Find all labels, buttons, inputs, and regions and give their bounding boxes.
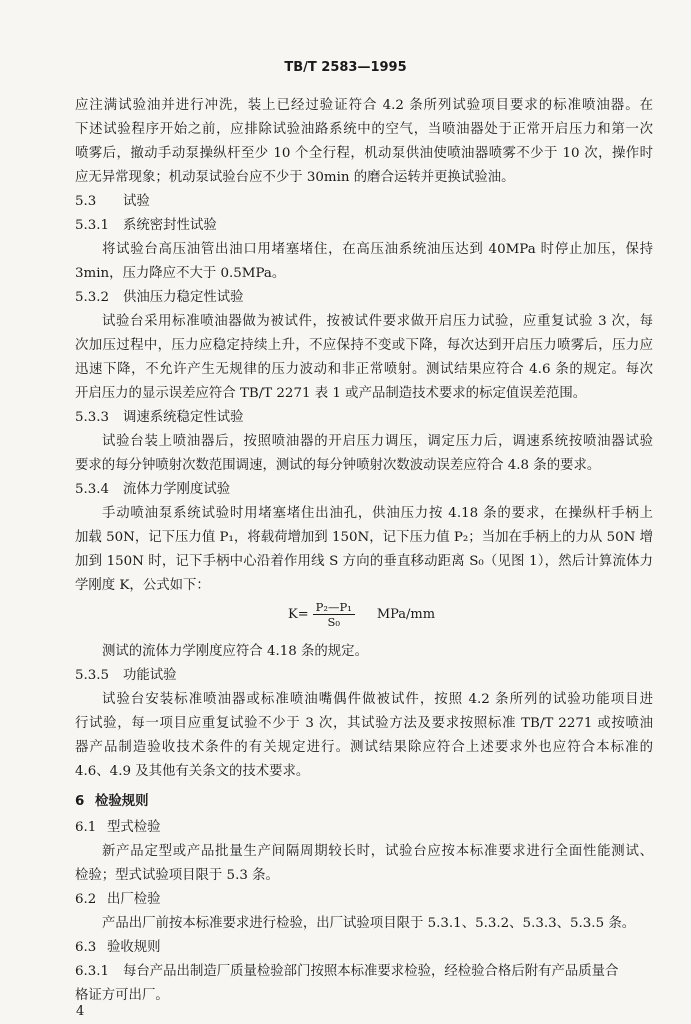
section-5-3-3-heading [75, 406, 244, 430]
section-6-3-1-heading [75, 960, 653, 984]
section-title: 供油压力稳定性试验 [123, 290, 244, 305]
paragraph-line: 迅速下降，不允许产生无规律的压力波动和非正常喷射。测试结果应符合 4.6 条的规定。每次 [75, 362, 653, 377]
section-title: 型式检验 [107, 820, 161, 835]
paragraph-line: 行试验，每一项目应重复试验不少于 3 次，其试验方法及要求按照标准 TB/T 2271 或按喷油 [75, 716, 653, 731]
section-title: 试验 [123, 194, 150, 209]
section-number: 6.1 [75, 820, 97, 835]
paragraph-line: 加载 50N，记下压力值 P₁，将载荷增加到 150N，记下压力值 P₂；当加在手柄上的力从 50N 增 [75, 530, 653, 545]
section-title: 功能试验 [123, 668, 177, 683]
formula-lhs: K= [288, 606, 309, 622]
section-6-2-heading [75, 888, 161, 912]
section-title: 系统密封性试验 [123, 218, 217, 233]
section-number: 5.3.3 [75, 410, 110, 425]
intro-line-2: 下述试验程序开始之前，应排除试验油路系统中的空气，当喷油器处于正常开启压力和第一次 [75, 122, 653, 137]
section-number: 6.2 [75, 892, 97, 907]
section-title: 流体力学刚度试验 [123, 482, 231, 497]
paragraph-line: 开启压力的显示误差应符合 TB/T 2271 表 1 或产品制造技术要求的标定值误差范围。 [75, 386, 587, 401]
formula-numerator: P₂—P₁ [313, 600, 355, 615]
formula-denominator: S₀ [327, 614, 340, 629]
section-title: 每台产品出制造厂质量检验部门按照本标准要求检验，经检验合格后附有产品质量合 [123, 964, 619, 979]
paragraph-line: 学刚度 K，公式如下： [75, 578, 210, 593]
page-number: 4 [76, 1004, 85, 1019]
intro-line-1: 应注满试验油并进行冲洗，装上已经过验证符合 4.2 条所列试验项目要求的标准喷油器。在 [75, 98, 653, 113]
section-6-1-heading [75, 816, 161, 840]
section-number: 5.3.1 [75, 218, 110, 233]
section-title: 验收规则 [107, 940, 161, 955]
paragraph-line: 4.6、4.9 及其他有关条文的技术要求。 [75, 764, 310, 779]
paragraph-line: 加到 150N 时，记下手柄中心沿着作用线 S 方向的垂直移动距离 S₀（见图 1），然后计算流体力 [75, 554, 653, 569]
section-5-3-2-heading [75, 286, 244, 310]
paragraph-line: 检验；型式试验项目限于 5.3 条。 [75, 868, 279, 883]
paragraph-line: 试验台装上喷油器后，按照喷油器的开启压力调压，调定压力后，调速系统按喷油器试验 [102, 434, 653, 449]
section-number: 5.3 [75, 194, 97, 209]
paragraph-line: 器产品制造验收技术条件的有关规定进行。测试结果除应符合上述要求外也应符合本标准的 [75, 740, 653, 755]
section-number: 5.3.4 [75, 482, 110, 497]
section-5-3-4-heading [75, 478, 230, 502]
section-5-3-5-heading [75, 664, 177, 688]
section-number: 6.3.1 [75, 964, 110, 979]
paragraph-line: 将试验台高压油管出油口用堵塞堵住，在高压油系统油压达到 40MPa 时停止加压，保持 [102, 242, 653, 257]
paragraph-line: 手动喷油泵系统试验时用堵塞堵住出油孔，供油压力按 4.18 条的要求，在操纵杆手柄上 [102, 506, 653, 521]
section-title: 调速系统稳定性试验 [123, 410, 244, 425]
section-6-3-heading [75, 936, 161, 960]
intro-line-4: 应无异常现象；机动泵试验台应不少于 30min 的磨合运转并更换试验油。 [75, 170, 515, 185]
standard-header: TB/T 2583—1995 [284, 60, 407, 75]
section-title: 检验规则 [95, 794, 149, 809]
section-5-3-heading [75, 190, 150, 214]
paragraph-line: 新产品定型或产品批量生产间隔周期较长时，试验台应按本标准要求进行全面性能测试、 [102, 844, 653, 859]
paragraph-line: 试验台安装标准喷油器或标准喷油嘴偶件做被试件，按照 4.2 条所列的试验功能项目进 [102, 692, 653, 707]
section-5-3-1-heading [75, 214, 217, 238]
paragraph-line: 3min，压力降应不大于 0.5MPa。 [75, 266, 286, 281]
section-number: 5.3.2 [75, 290, 110, 305]
paragraph-line: 要求的每分钟喷射次数范围调速，测试的每分钟喷射次数波动误差应符合 4.8 条的要求。 [75, 458, 601, 473]
formula-fraction [313, 600, 355, 629]
section-title: 出厂检验 [107, 892, 161, 907]
paragraph-line: 格证方可出厂。 [75, 988, 169, 1003]
stiffness-formula [288, 600, 435, 628]
section-number: 5.3.5 [75, 668, 110, 683]
paragraph-line: 产品出厂前按本标准要求进行检验，出厂试验项目限于 5.3.1、5.3.2、5.3.3、5.3.5 条。 [102, 916, 636, 931]
section-6-heading [75, 790, 149, 814]
formula-unit: MPa/mm [376, 606, 436, 622]
intro-line-3: 喷雾后，撤动手动泵操纵杆至少 10 个全行程，机动泵供油使喷油器喷雾不少于 10 次，操作时 [75, 146, 653, 161]
paragraph-line: 试验台采用标准喷油器做为被试件，按被试件要求做开启压力试验，应重复试验 3 次，每 [102, 314, 653, 329]
paragraph-line: 次加压过程中，压力应稳定持续上升，不应保持不变或下降，每次达到开启压力喷雾后，压力应 [75, 338, 653, 353]
section-number: 6.3 [75, 940, 97, 955]
section-number: 6 [75, 794, 85, 809]
paragraph-line: 测试的流体力学刚度应符合 4.18 条的规定。 [102, 644, 368, 659]
